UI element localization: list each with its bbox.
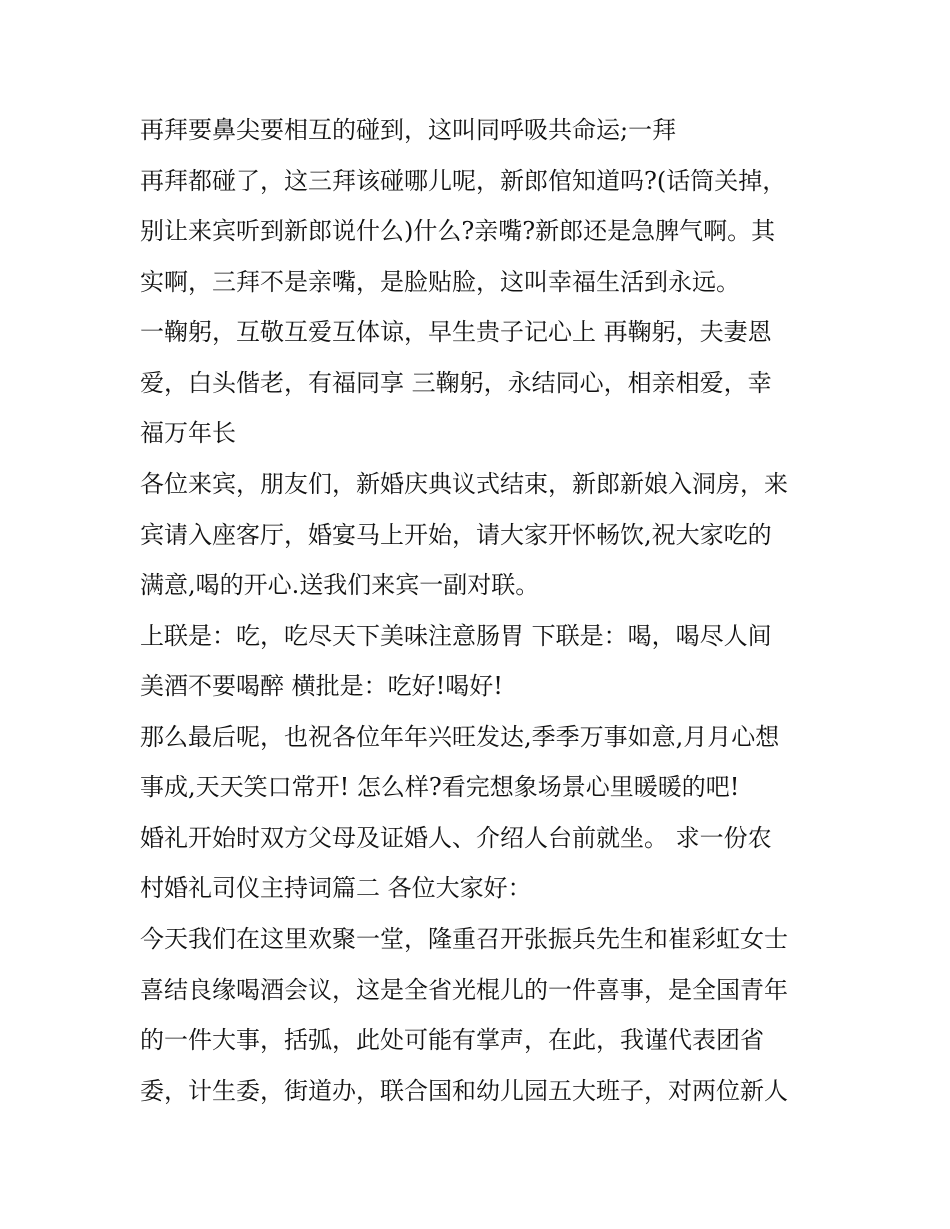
text-line: 实啊，三拜不是亲嘴，是脸贴脸，这叫幸福生活到永远。 <box>140 268 740 296</box>
text-line: 上联是：吃，吃尽天下美味注意肠胃 下联是：喝，喝尽人间 <box>140 622 772 650</box>
text-line: 今天我们在这里欢聚一堂，隆重召开张振兵先生和崔彩虹女士 <box>140 925 788 953</box>
text-line: 福万年长 <box>140 419 236 447</box>
text-line: 爱，白头偕老，有福同享 三鞠躬，永结同心，相亲相爱，幸 <box>140 369 772 397</box>
text-line: 婚礼开始时双方父母及证婚人、介绍人台前就坐。 求一份农 <box>140 824 772 852</box>
text-line: 事成,天天笑口常开! 怎么样?看完想象场景心里暖暖的吧! <box>140 773 740 801</box>
text-line: 各位来宾，朋友们，新婚庆典议式结束，新郎新娘入洞房，来 <box>140 470 788 498</box>
text-line: 再拜都碰了，这三拜该碰哪儿呢，新郎倌知道吗?(话筒关掉， <box>140 167 787 195</box>
text-line: 的一件大事，括弧，此处可能有掌声，在此，我谨代表团省 <box>140 1026 764 1054</box>
text-line: 美酒不要喝醉 横批是：吃好!喝好! <box>140 672 503 700</box>
text-line: 满意,喝的开心.送我们来宾一副对联。 <box>140 571 540 599</box>
text-line: 别让来宾听到新郎说什么)什么?亲嘴?新郎还是急脾气啊。其 <box>140 217 776 245</box>
text-line: 宾请入座客厅，婚宴马上开始，请大家开怀畅饮,祝大家吃的 <box>140 521 772 549</box>
text-line: 那么最后呢，也祝各位年年兴旺发达,季季万事如意,月月心想 <box>140 723 780 751</box>
text-line: 村婚礼司仪主持词篇二 各位大家好： <box>140 874 532 902</box>
text-line: 委，计生委，街道办，联合国和幼儿园五大班子，对两位新人 <box>140 1077 788 1105</box>
text-line: 一鞠躬，互敬互爱互体谅，早生贵子记心上 再鞠躬，夫妻恩 <box>140 318 772 346</box>
text-line: 再拜要鼻尖要相互的碰到，这叫同呼吸共命运;一拜 <box>140 116 677 144</box>
text-line: 喜结良缘喝酒会议，这是全省光棍儿的一件喜事，是全国青年 <box>140 976 788 1004</box>
